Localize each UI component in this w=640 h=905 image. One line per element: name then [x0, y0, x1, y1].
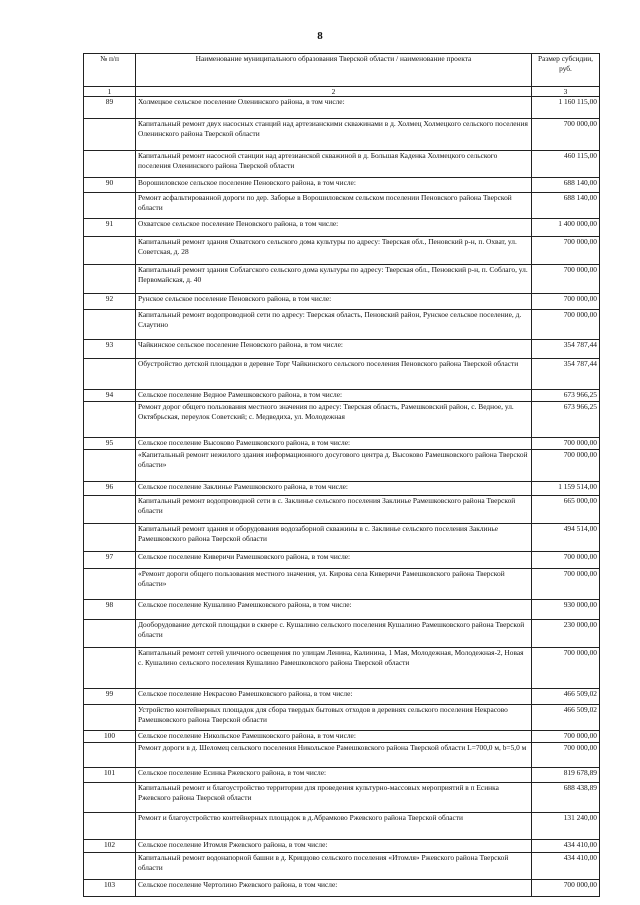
- subsidy-amount-cell: 230 000,00: [532, 620, 600, 648]
- row-number-cell: 93: [84, 340, 136, 359]
- municipality-name-cell: Сельское поселение Чертолино Ржевского района, в том числе:: [136, 880, 532, 897]
- project-row: [84, 853, 600, 880]
- project-row: [84, 813, 600, 840]
- subsidy-amount-cell: 688 140,00: [532, 178, 600, 193]
- row-number-cell: 97: [84, 552, 136, 569]
- municipality-row: [84, 178, 600, 193]
- subsidy-amount-cell: 688 438,89: [532, 783, 600, 813]
- project-row: [84, 450, 600, 482]
- project-row: [84, 402, 600, 438]
- row-number-cell: 94: [84, 390, 136, 402]
- row-number-cell: [84, 450, 136, 482]
- project-name-cell: Капитальный ремонт насосной станции над артезианской скважиной в д. Большая Каденка Холмецкого сельского поселения Оленинского района Тверской области: [136, 151, 532, 178]
- subsidy-amount-cell: 131 240,00: [532, 813, 600, 840]
- subsidy-amount-cell: 700 000,00: [532, 450, 600, 482]
- project-row: [84, 496, 600, 524]
- municipality-row: [84, 689, 600, 705]
- municipality-name-cell: Сельское поселение Высоково Рамешковского района, в том числе:: [136, 438, 532, 450]
- municipality-row: [84, 768, 600, 783]
- project-row: [84, 705, 600, 731]
- column-index: 1: [84, 87, 136, 97]
- subsidy-amount-cell: 434 410,00: [532, 840, 600, 853]
- subsidy-amount-cell: 1 400 000,00: [532, 219, 600, 237]
- row-number-cell: [84, 496, 136, 524]
- row-number-cell: 101: [84, 768, 136, 783]
- row-number-cell: [84, 853, 136, 880]
- row-number-cell: 103: [84, 880, 136, 897]
- subsidy-amount-cell: 700 000,00: [532, 119, 600, 151]
- project-name-cell: Ремонт асфальтированной дороги по дер. Заборье в Ворошиловском сельском поселении Пеновского района Тверской области: [136, 193, 532, 219]
- subsidy-amount-cell: 700 000,00: [532, 648, 600, 689]
- municipality-row: [84, 552, 600, 569]
- row-number-cell: [84, 620, 136, 648]
- subsidy-amount-cell: 700 000,00: [532, 265, 600, 294]
- project-name-cell: Обустройство детской площадки в деревне Торг Чайкинского сельского поселения Пеновского района Тверской области: [136, 359, 532, 390]
- project-row: [84, 648, 600, 689]
- subsidy-amount-cell: 665 000,00: [532, 496, 600, 524]
- project-name-cell: Ремонт дорог общего пользования местного значения по адресу: Тверская область, Рамешковский район, с. Ведное, ул. Октябрьская, переулок Советский; с. Медведиха, ул. Молодежная: [136, 402, 532, 438]
- row-number-cell: [84, 237, 136, 265]
- subsidy-amount-cell: 1 160 115,00: [532, 97, 600, 119]
- municipality-name-cell: Сельское поселение Некрасово Рамешковского района, в том числе:: [136, 689, 532, 705]
- row-number-cell: 89: [84, 97, 136, 119]
- row-number-cell: 90: [84, 178, 136, 193]
- row-number-cell: 98: [84, 600, 136, 620]
- project-name-cell: «Капитальный ремонт нежилого здания информационного досугового центра д. Высоково Рамешковского района Тверской области»: [136, 450, 532, 482]
- project-name-cell: Капитальный ремонт и благоустройство территории для проведения культурно-массовых мероприятий в п Есинка Ржевского района Тверской области: [136, 783, 532, 813]
- row-number-cell: [84, 743, 136, 768]
- column-index-row: [84, 87, 600, 97]
- row-number-cell: [84, 402, 136, 438]
- row-number-cell: 91: [84, 219, 136, 237]
- row-number-cell: [84, 648, 136, 689]
- subsidy-amount-cell: 819 678,89: [532, 768, 600, 783]
- municipality-row: [84, 294, 600, 310]
- subsidy-amount-cell: 700 000,00: [532, 731, 600, 743]
- row-number-cell: [84, 813, 136, 840]
- municipality-name-cell: Сельское поселение Есинка Ржевского района, в том числе:: [136, 768, 532, 783]
- project-row: [84, 265, 600, 294]
- row-number-cell: 96: [84, 482, 136, 496]
- table-header-row: [84, 54, 600, 87]
- column-index: 3: [532, 87, 600, 97]
- subsidy-amount-cell: 354 787,44: [532, 359, 600, 390]
- subsidy-amount-cell: 700 000,00: [532, 237, 600, 265]
- municipality-name-cell: Ворошиловское сельское поселение Пеновского района, в том числе:: [136, 178, 532, 193]
- header-num: № п/п: [84, 54, 136, 87]
- subsidy-amount-cell: 673 966,25: [532, 390, 600, 402]
- project-name-cell: Ремонт и благоустройство контейнерных площадок в д.Абрамково Ржевского района Тверской области: [136, 813, 532, 840]
- row-number-cell: [84, 705, 136, 731]
- row-number-cell: [84, 359, 136, 390]
- subsidy-amount-cell: 434 410,00: [532, 853, 600, 880]
- row-number-cell: 100: [84, 731, 136, 743]
- header-amount: Размер субсидии, руб.: [532, 54, 600, 87]
- project-name-cell: Капитальный ремонт здания и оборудования водозаборной скважины в с. Заклинье сельского поселения Заклинье Рамешковского района Тверской области: [136, 524, 532, 552]
- subsidy-amount-cell: 466 509,02: [532, 705, 600, 731]
- subsidy-amount-cell: 700 000,00: [532, 438, 600, 450]
- row-number-cell: [84, 265, 136, 294]
- municipality-name-cell: Рунское сельское поселение Пеновского района, в том числе:: [136, 294, 532, 310]
- project-name-cell: Капитальный ремонт водопроводной сети в с. Заклинье сельского поселения Заклинье Рамешковского района Тверской области: [136, 496, 532, 524]
- municipality-row: [84, 600, 600, 620]
- subsidy-amount-cell: 700 000,00: [532, 294, 600, 310]
- row-number-cell: 102: [84, 840, 136, 853]
- municipality-row: [84, 97, 600, 119]
- project-name-cell: Капитальный ремонт здания Охватского сельского дома культуры по адресу: Тверская обл., Пеновский р-н, п. Охват, ул. Советская, д. 28: [136, 237, 532, 265]
- project-row: [84, 151, 600, 178]
- municipality-row: [84, 880, 600, 897]
- row-number-cell: [84, 310, 136, 340]
- municipality-name-cell: Сельское поселение Киверичи Рамешковского района, в том числе:: [136, 552, 532, 569]
- project-row: [84, 743, 600, 768]
- project-name-cell: Капитальный ремонт двух насосных станций над артезианскими скважинами в д. Холмец Холмецкого сельского поселения Оленинского района Тверской области: [136, 119, 532, 151]
- subsidy-amount-cell: 460 115,00: [532, 151, 600, 178]
- municipality-row: [84, 840, 600, 853]
- subsidy-amount-cell: 700 000,00: [532, 880, 600, 897]
- row-number-cell: [84, 151, 136, 178]
- row-number-cell: [84, 193, 136, 219]
- subsidy-amount-cell: 673 966,25: [532, 402, 600, 438]
- row-number-cell: 95: [84, 438, 136, 450]
- municipality-row: [84, 482, 600, 496]
- subsidy-amount-cell: 494 514,00: [532, 524, 600, 552]
- project-name-cell: Дооборудование детской площадки в сквере с. Кушалино сельского поселения Кушалино Рамешковского района Тверской области: [136, 620, 532, 648]
- municipality-name-cell: Сельское поселение Заклинье Рамешковского района, в том числе:: [136, 482, 532, 496]
- municipality-name-cell: Сельское поселение Ведное Рамешковского района, в том числе:: [136, 390, 532, 402]
- municipality-row: [84, 219, 600, 237]
- project-name-cell: Капитальный ремонт здания Соблагского сельского дома культуры по адресу: Тверская обл., Пеновский р-н, п. Соблаго, ул. Первомайская, д. 40: [136, 265, 532, 294]
- municipality-name-cell: Сельское поселение Итомля Ржевского района, в том числе:: [136, 840, 532, 853]
- row-number-cell: 92: [84, 294, 136, 310]
- project-row: [84, 569, 600, 600]
- row-number-cell: [84, 569, 136, 600]
- project-row: [84, 310, 600, 340]
- project-name-cell: Капитальный ремонт водонапорной башни в д. Криццово сельского поселения «Итомля» Ржевского района Тверской области: [136, 853, 532, 880]
- project-row: [84, 524, 600, 552]
- municipality-name-cell: Сельское поселение Кушалино Рамешковского района, в том числе:: [136, 600, 532, 620]
- municipality-name-cell: Холмецкое сельское поселение Оленинского района, в том числе:: [136, 97, 532, 119]
- subsidy-amount-cell: 354 787,44: [532, 340, 600, 359]
- municipality-name-cell: Сельское поселение Никольское Рамешковского района, в том числе:: [136, 731, 532, 743]
- column-index: 2: [136, 87, 532, 97]
- subsidy-amount-cell: 930 000,00: [532, 600, 600, 620]
- subsidy-amount-cell: 466 509,02: [532, 689, 600, 705]
- row-number-cell: [84, 783, 136, 813]
- municipality-row: [84, 438, 600, 450]
- subsidy-amount-cell: 700 000,00: [532, 569, 600, 600]
- municipality-row: [84, 340, 600, 359]
- project-row: [84, 359, 600, 390]
- subsidy-amount-cell: 700 000,00: [532, 310, 600, 340]
- municipality-name-cell: Охватское сельское поселение Пеновского района, в том числе:: [136, 219, 532, 237]
- project-row: [84, 119, 600, 151]
- row-number-cell: [84, 119, 136, 151]
- project-name-cell: «Ремонт дороги общего пользования местного значения, ул. Кирова села Киверичи Рамешковского района Тверской области»: [136, 569, 532, 600]
- project-name-cell: Капитальный ремонт сетей уличного освещения по улицам Ленина, Калинина, 1 Мая, Молодежная, Молодежная-2, Новая с. Кушалино сельского поселения Кушалино Рамешковского района Тверской области: [136, 648, 532, 689]
- subsidy-amount-cell: 688 140,00: [532, 193, 600, 219]
- subsidy-amount-cell: 1 159 514,00: [532, 482, 600, 496]
- subsidy-table: [83, 53, 600, 897]
- project-row: [84, 783, 600, 813]
- header-name: Наименование муниципального образования Тверской области / наименование проекта: [136, 54, 532, 87]
- municipality-name-cell: Чайкинское сельское поселение Пеновского района, в том числе:: [136, 340, 532, 359]
- project-name-cell: Устройство контейнерных площадок для сбора твердых бытовых отходов в деревнях сельского поселения Некрасово Рамешковского района Тверской области: [136, 705, 532, 731]
- project-row: [84, 620, 600, 648]
- project-name-cell: Ремонт дороги в д. Шеломец сельского поселения Никольское Рамешковского района Тверской области L=700,0 м, b=5,0 м: [136, 743, 532, 768]
- municipality-row: [84, 390, 600, 402]
- row-number-cell: 99: [84, 689, 136, 705]
- row-number-cell: [84, 524, 136, 552]
- project-row: [84, 193, 600, 219]
- subsidy-amount-cell: 700 000,00: [532, 552, 600, 569]
- page-number: 8: [317, 30, 323, 42]
- subsidy-amount-cell: 700 000,00: [532, 743, 600, 768]
- project-name-cell: Капитальный ремонт водопроводной сети по адресу: Тверская область, Пеновский район, Рунское сельское поселение, д. Слаутино: [136, 310, 532, 340]
- project-row: [84, 237, 600, 265]
- municipality-row: [84, 731, 600, 743]
